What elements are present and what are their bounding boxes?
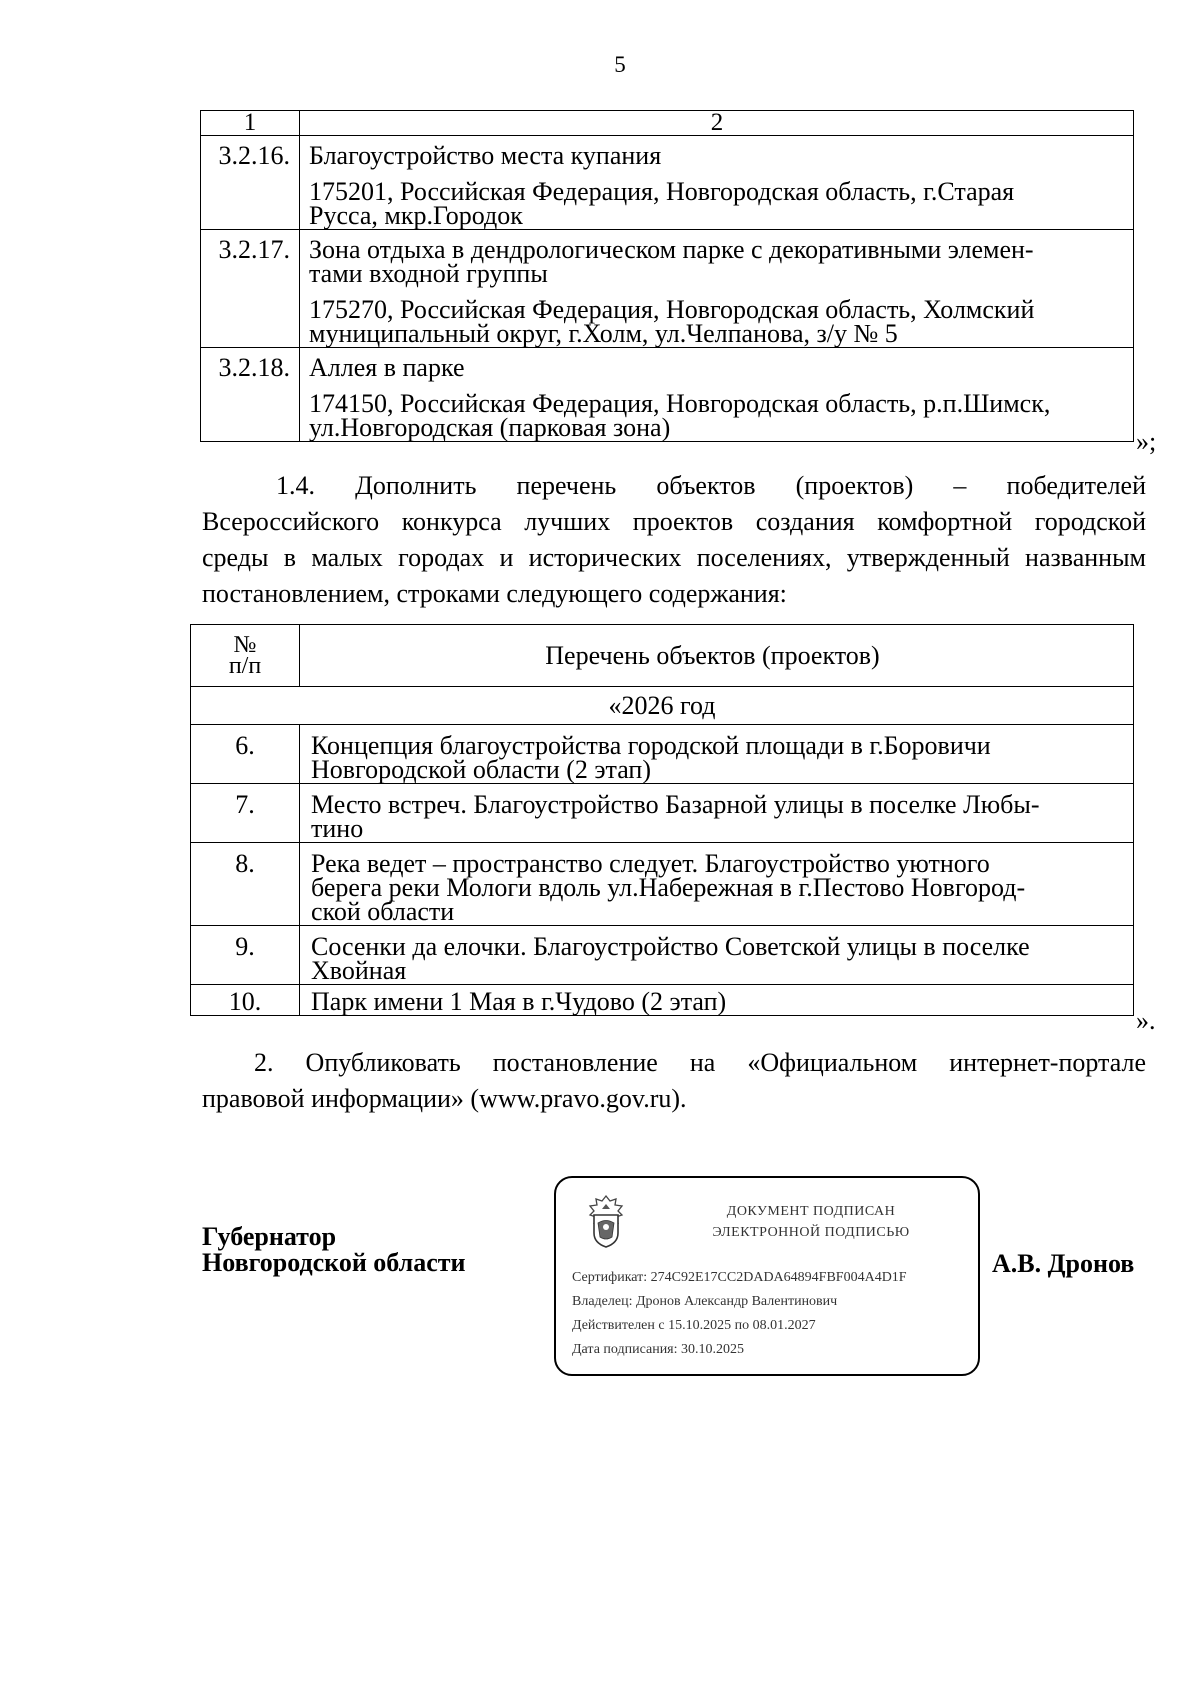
object-address-line: 175201, Российская Федерация, Новгородская область, г.Старая (309, 177, 1015, 206)
object-address-line: ул.Новгородская (парковая зона) (309, 413, 671, 442)
project-line: Река ведет – пространство следует. Благоустройство уютного (311, 849, 990, 878)
row-number: 3.2.18. (218, 353, 290, 382)
table-header-row (201, 111, 1134, 136)
project-line: Место встреч. Благоустройство Базарной улицы в поселке Любы- (311, 790, 1040, 819)
object-address-line: муниципальный округ, г.Холм, ул.Челпанова, з/у № 5 (309, 319, 898, 348)
paragraph-line: среды в малых городах и исторических поселениях, утвержденный названным (202, 543, 1146, 572)
paragraph-1-4 (202, 468, 1146, 612)
stamp-details (572, 1266, 907, 1362)
table-row (201, 136, 1134, 230)
table-header-row (191, 625, 1134, 687)
year-row (191, 687, 1134, 725)
row-number: 6. (235, 731, 255, 760)
row-number: 7. (235, 790, 255, 819)
closing-quote-mark: ». (1136, 1006, 1156, 1035)
objects-table-continuation (200, 110, 1134, 442)
stamp-heading-line: ЭЛЕКТРОННОЙ ПОДПИСЬЮ (712, 1225, 910, 1240)
table-row (191, 843, 1134, 926)
object-title: тами входной группы (309, 259, 548, 288)
paragraph-line: 2. Опубликовать постановление на «Официальном интернет-портале (254, 1048, 1146, 1077)
header-list-title: Перечень объектов (проектов) (300, 625, 1134, 687)
header-col-1: 1 (201, 111, 300, 136)
certificate-validity: Действителен с 15.10.2025 по 08.01.2027 (572, 1318, 816, 1333)
object-title: Благоустройство места купания (309, 141, 662, 170)
object-address-line: Русса, мкр.Городок (309, 201, 523, 230)
certificate-number: Сертификат: 274C92E17CC2DADA64894FBF004A4D1F (572, 1270, 907, 1285)
row-number: 10. (228, 987, 262, 1016)
project-line: Сосенки да елочки. Благоустройство Советской улицы в поселке (311, 932, 1030, 961)
electronic-signature-stamp (554, 1176, 980, 1376)
table-row (201, 348, 1134, 442)
row-number: 3.2.16. (218, 141, 290, 170)
coat-of-arms-icon (582, 1193, 630, 1249)
paragraph-2 (202, 1045, 1146, 1117)
table-row (201, 230, 1134, 348)
row-number: 3.2.17. (218, 235, 290, 264)
object-address-line: 175270, Российская Федерация, Новгородская область, Холмский (309, 295, 1035, 324)
project-line: тино (311, 814, 364, 843)
position-line: Новгородской области (202, 1248, 466, 1277)
object-title: Аллея в парке (309, 353, 465, 382)
paragraph-line: постановлением, строками следующего содержания: (202, 579, 787, 608)
signatory-position (202, 1224, 466, 1276)
table-row (191, 985, 1134, 1016)
project-line: Хвойная (311, 956, 407, 985)
stamp-heading-line: ДОКУМЕНТ ПОДПИСАН (726, 1204, 896, 1219)
object-title: Зона отдыха в дендрологическом парке с декоративными элемен- (309, 235, 1034, 264)
project-line: Парк имени 1 Мая в г.Чудово (2 этап) (311, 987, 727, 1016)
table-row (191, 926, 1134, 985)
paragraph-line: 1.4. Дополнить перечень объектов (проектов) – победителей (276, 471, 1146, 500)
header-pp: п/п (228, 652, 262, 679)
header-number-sign: № (233, 631, 257, 658)
signing-date: Дата подписания: 30.10.2025 (572, 1342, 745, 1357)
page-number: 5 (614, 52, 626, 77)
paragraph-line: правовой информации» (www.pravo.gov.ru). (202, 1084, 687, 1113)
winners-table (190, 624, 1134, 1016)
signatory-name: А.В. Дронов (992, 1249, 1135, 1278)
table-row (191, 784, 1134, 843)
header-col-2: 2 (300, 111, 1134, 136)
project-line: Новгородской области (2 этап) (311, 755, 651, 784)
table-row (191, 725, 1134, 784)
project-line: ской области (311, 897, 455, 926)
closing-quote-mark: »; (1136, 427, 1157, 456)
stamp-heading (666, 1201, 956, 1243)
row-number: 9. (235, 932, 255, 961)
position-line: Губернатор (202, 1222, 337, 1251)
row-number: 8. (235, 849, 255, 878)
project-line: берега реки Мологи вдоль ул.Набережная в г.Пестово Новгород- (311, 873, 1026, 902)
year-label: «2026 год (191, 687, 1134, 725)
project-line: Концепция благоустройства городской площади в г.Боровичи (311, 731, 991, 760)
certificate-owner: Владелец: Дронов Александр Валентинович (572, 1294, 838, 1309)
object-address-line: 174150, Российская Федерация, Новгородская область, р.п.Шимск, (309, 389, 1051, 418)
paragraph-line: Всероссийского конкурса лучших проектов создания комфортной городской (202, 507, 1146, 536)
